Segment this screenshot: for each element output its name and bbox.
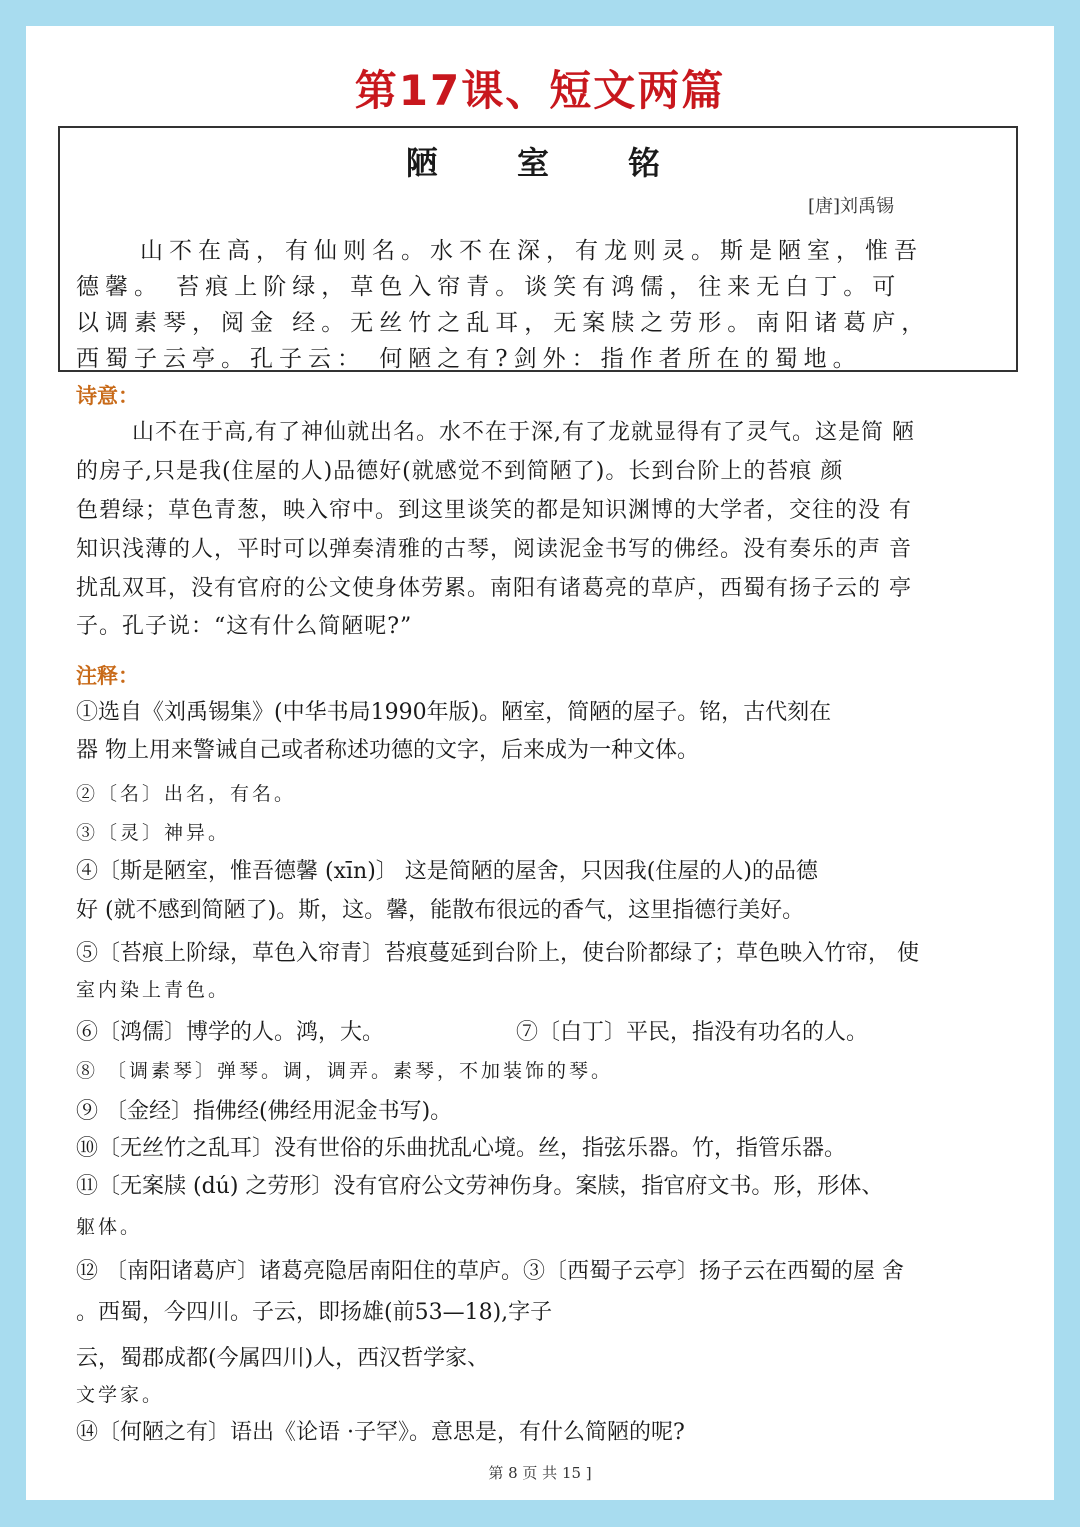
note-10: ⑩〔无丝竹之乱耳〕没有世俗的乐曲扰乱心境。丝，指弦乐器。竹，指管乐器。 [76, 1136, 847, 1161]
page-footer: 第 8 页 共 15 ] [488, 1464, 592, 1482]
poem-line: 山不在高，有仙则名。水不在深，有龙则灵。斯是陋室，惟吾 [140, 238, 923, 264]
note-6: ⑥〔鸿儒〕博学的人。鸿，大。 [76, 1020, 385, 1045]
translation-line: 色碧绿；草色青葱，映入帘中。到这里谈笑的都是知识渊博的大学者，交往的没 有 [76, 498, 912, 523]
translation-line: 山不在于高,有了神仙就出名。水不在于深,有了龙就显得有了灵气。这是简 陋 [132, 420, 915, 445]
note-11: ⑪〔无案牍 (dú) 之劳形〕没有官府公文劳神伤身。案牍，指官府文书。形，形体、 [76, 1174, 884, 1199]
poem-line: 德馨。 苔痕上阶绿，草色入帘青。谈笑有鸿儒，往来无白丁。可 [76, 274, 902, 300]
note-4-cont: 好 (就不感到简陋了)。斯，这。馨，能散布很远的香气，这里指德行美好。 [76, 898, 805, 923]
note-5-cont: 室内染上青色。 [76, 979, 231, 1001]
note-12: ⑫ 〔南阳诸葛庐〕诸葛亮隐居南阳住的草庐。③〔西蜀子云亭〕扬子云在西蜀的屋 舍 [76, 1259, 904, 1284]
note-3: ③〔灵〕神异。 [76, 822, 231, 844]
note-1-cont: 器 物上用来警诫自己或者称述功德的文字，后来成为一种文体。 [76, 738, 699, 763]
poem-author: [唐]刘禹锡 [808, 196, 895, 217]
note-7: ⑦〔白丁〕平民，指没有功名的人。 [516, 1020, 869, 1045]
note-1: ①选自《刘禹锡集》(中华书局1990年版)。陋室，简陋的屋子。铭，古代刻在 [76, 700, 832, 725]
note-2: ②〔名〕出名，有名。 [76, 783, 297, 805]
poem-line: 以调素琴，阅金 经。无丝竹之乱耳，无案牍之劳形。南阳诸葛庐， [76, 310, 931, 336]
translation-line: 的房子,只是我(住屋的人)品德好(就感觉不到简陋了)。长到台阶上的苔痕 颜 [76, 459, 844, 484]
note-5: ⑤〔苔痕上阶绿，草色入帘青〕苔痕蔓延到台阶上，使台阶都绿了；草色映入竹帘， 使 [76, 941, 919, 966]
note-12-cont: 文学家。 [76, 1384, 165, 1406]
note-9: ⑨ 〔金经〕指佛经(佛经用泥金书写)。 [76, 1099, 453, 1124]
translation-line: 子。孔子说：“这有什么简陋呢?” [76, 614, 413, 639]
notes-label: 注释： [76, 664, 139, 688]
translation-line: 知识浅薄的人，平时可以弹奏清雅的古琴，阅读泥金书写的佛经。没有奏乐的声 音 [76, 537, 912, 562]
note-11-cont: 躯体。 [76, 1216, 143, 1238]
lesson-title: 第17课、短文两篇 [354, 66, 726, 115]
translation-line: 扰乱双耳，没有官府的公文使身体劳累。南阳有诸葛亮的草庐，西蜀有扬子云的 亭 [76, 576, 912, 601]
note-4: ④〔斯是陋室，惟吾德馨 (xīn)〕 这是简陋的屋舍，只因我(住屋的人)的品德 [76, 859, 818, 884]
note-8: ⑧ 〔调素琴〕弹琴。调，调弄。素琴，不加装饰的琴。 [76, 1060, 614, 1082]
note-12-cont: 。西蜀，今四川。子云，即扬雄(前53—18),字子 [76, 1300, 553, 1325]
note-14: ⑭〔何陋之有〕语出《论语 ·子罕》。意思是，有什么简陋的呢? [76, 1420, 685, 1445]
poem-title: 陋 室 铭 [405, 144, 695, 182]
poem-line: 西蜀子云亭。孔子云： 何陋之有?剑外：指作者所在的蜀地。 [76, 346, 862, 372]
translation-label: 诗意： [76, 384, 139, 408]
note-12-cont: 云，蜀郡成都(今属四川)人，西汉哲学家、 [76, 1346, 490, 1371]
